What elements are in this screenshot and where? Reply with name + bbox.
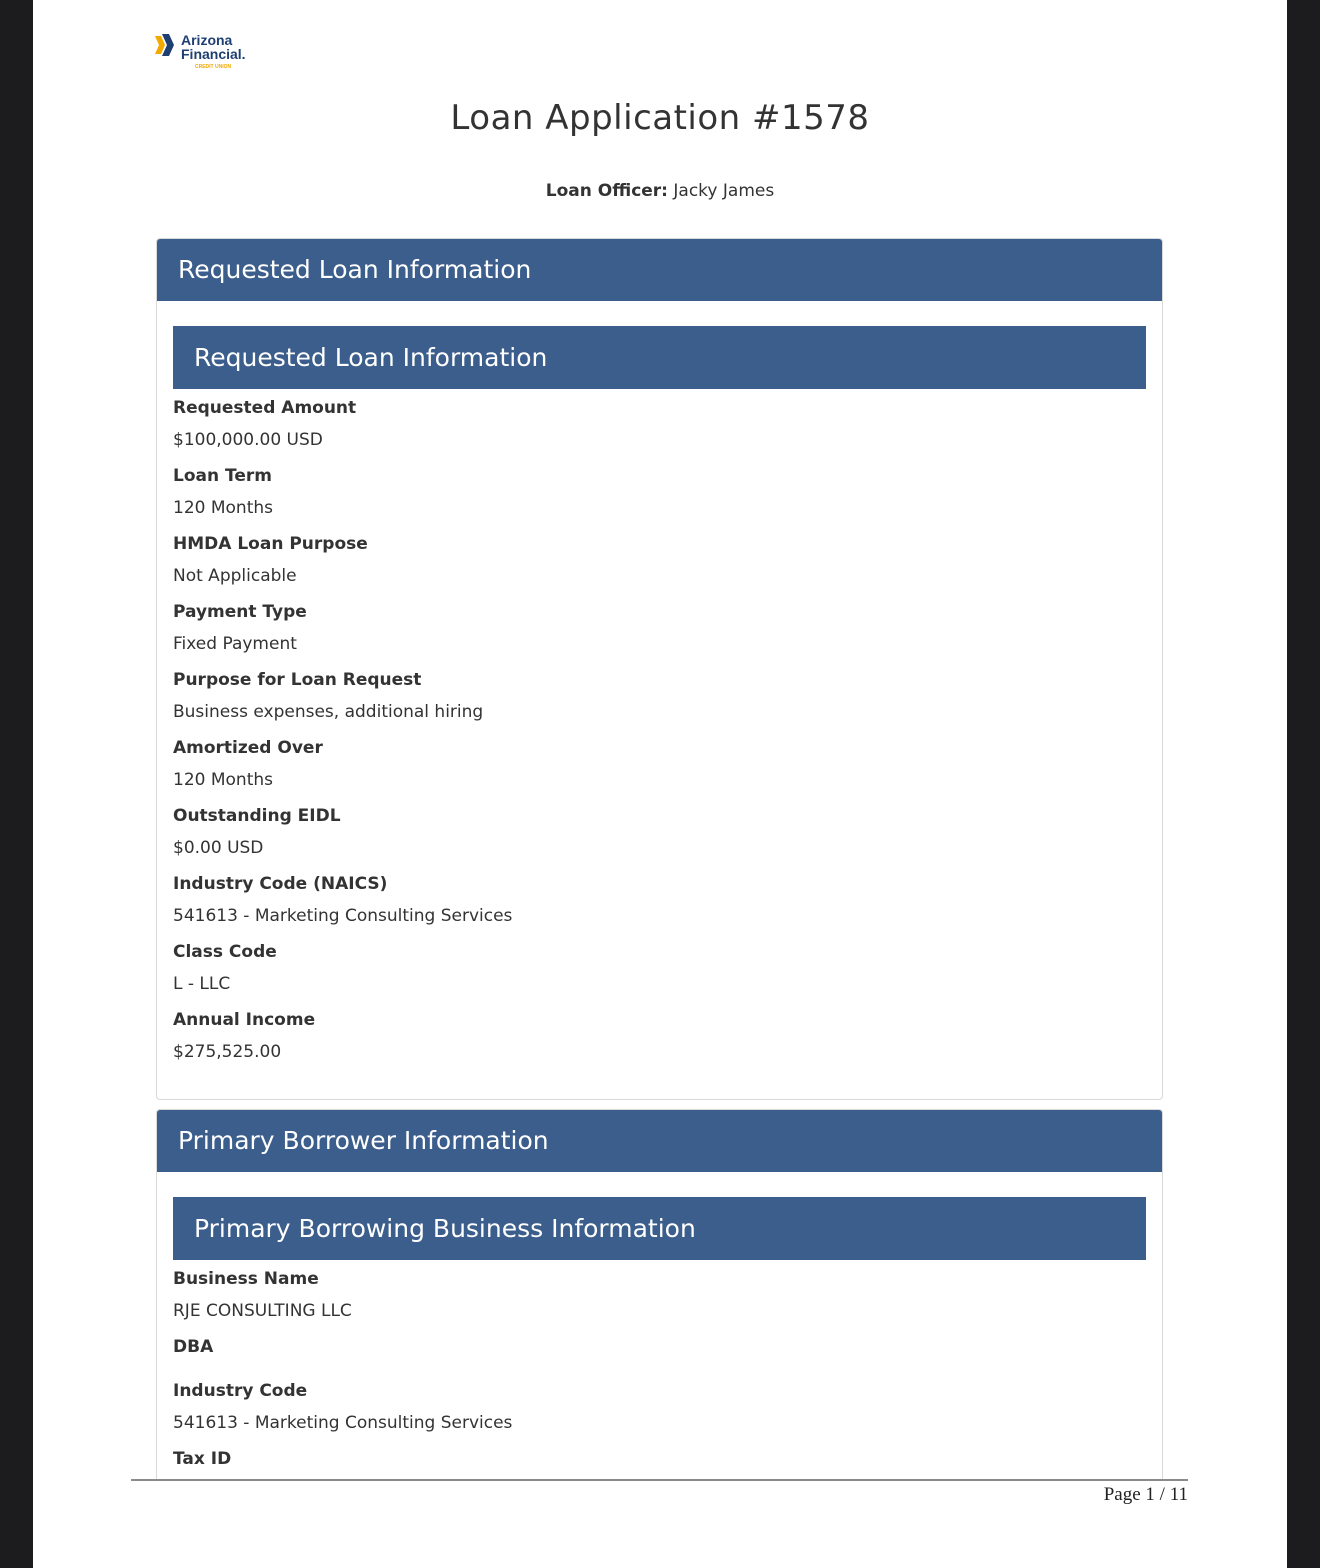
field-value: L - LLC xyxy=(173,974,231,994)
footer-area xyxy=(33,1481,1287,1568)
field-value: 120 Months xyxy=(173,498,273,518)
sub-header: Requested Loan Information xyxy=(173,326,1146,389)
field-label: Tax ID xyxy=(173,1449,232,1469)
field-value: Fixed Payment xyxy=(173,634,297,654)
page-title: Loan Application #1578 xyxy=(450,98,870,138)
field-label: Payment Type xyxy=(173,602,307,622)
document-page xyxy=(33,0,1287,1568)
field-label: Loan Term xyxy=(173,466,272,486)
field-value xyxy=(173,1359,1146,1367)
loan-officer-label: Loan Officer: xyxy=(545,181,668,201)
field-label: Business Name xyxy=(173,1269,319,1289)
field-label: Outstanding EIDL xyxy=(173,806,341,826)
arizona-financial-logo xyxy=(155,30,255,72)
logo-line3: CREDIT UNION xyxy=(195,64,232,70)
field-value: 541613 - Marketing Consulting Services xyxy=(173,906,513,926)
footer-divider xyxy=(131,1479,1188,1481)
field-value: Business expenses, additional hiring xyxy=(173,702,484,722)
field-value: Not Applicable xyxy=(173,566,297,586)
field-label: Industry Code (NAICS) xyxy=(173,874,388,894)
logo-line2: Financial. xyxy=(181,46,246,62)
primary-borrower-panel xyxy=(156,1109,1163,1529)
field-label: HMDA Loan Purpose xyxy=(173,534,368,554)
field-value: 541613 - Marketing Consulting Services xyxy=(173,1413,513,1433)
field-label: Class Code xyxy=(173,942,277,962)
field-label: DBA xyxy=(173,1337,214,1357)
field-value: $275,525.00 xyxy=(173,1042,282,1062)
page-number: Page 1 / 11 xyxy=(1103,1484,1188,1505)
field-value: 120 Months xyxy=(173,770,273,790)
field-list xyxy=(157,389,1162,1064)
field-label: Purpose for Loan Request xyxy=(173,670,422,690)
panel-header: Primary Borrower Information xyxy=(157,1110,1162,1172)
chevron-brand-icon xyxy=(155,30,255,72)
logo-line1: Arizona xyxy=(181,32,233,48)
field-label: Requested Amount xyxy=(173,398,357,418)
field-label: Amortized Over xyxy=(173,738,323,758)
field-value: $0.00 USD xyxy=(173,838,264,858)
sub-header: Primary Borrowing Business Information xyxy=(173,1197,1146,1260)
field-label: Industry Code xyxy=(173,1381,308,1401)
loan-officer xyxy=(33,181,1287,201)
field-value: RJE CONSULTING LLC xyxy=(173,1301,352,1321)
field-label: Annual Income xyxy=(173,1010,316,1030)
panel-header: Requested Loan Information xyxy=(157,239,1162,301)
requested-loan-panel xyxy=(156,238,1163,1100)
field-value: $100,000.00 USD xyxy=(173,430,323,450)
field-list xyxy=(157,1260,1162,1471)
loan-officer-name: Jacky James xyxy=(673,181,775,201)
